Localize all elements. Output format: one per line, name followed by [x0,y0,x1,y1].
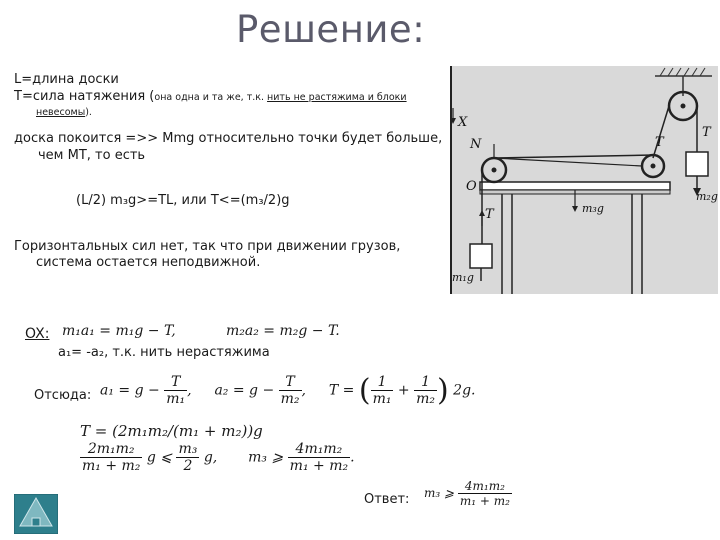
frac-2m1m2-den: m₁ + m₂ [82,458,141,474]
answer-label: Ответ: [364,492,410,507]
board-statement-1: доска покоится =>> Mmg относительно точки будет больше, [14,131,443,146]
label-n: N [470,137,482,152]
a1-frac-num: T [164,374,187,391]
a2-lhs: a₂ = g − [214,382,275,399]
answer-frac-den: m₁ + m₂ [459,494,510,508]
tension-note2: невесомы [36,107,86,118]
a2-fraction [279,374,302,407]
horizontal-forces-2: система остается неподвижной. [36,255,261,270]
hence-formulas: a₁ = g − $\frac{T}{\text{m₁}}$ , a₂ = g − $\frac{T}{\text{m₂}}$ , T = ( $\frac{1}{\text{m₁}}$ + $\frac{1}{\text{m₂}}$ ) 2g. [100,373,476,408]
horizontal-forces-1: Горизонтальных сил нет, так что при движении грузов, [14,239,401,254]
t-lhs: T = [328,382,355,399]
hence-label: Отсюда: [34,388,92,403]
equation-1: m₁a₁ = m₁g − T, [62,323,176,339]
tension-note-line2 [36,107,92,118]
ox-label: OX: [25,326,50,342]
inv-m2-num: 1 [414,374,437,391]
frac-m3-2 [176,441,199,474]
label-m1g: m₁g [452,271,474,284]
m3-ge: m₃ ⩾ [248,449,284,466]
board-statement-2: чем MT, то есть [38,148,146,163]
frac-m3-den: 2 [183,458,193,474]
tension-note2-end: ). [85,107,92,118]
tension-definition-text: T=сила натяжения ( [14,89,155,104]
g-comma: g, [203,449,218,466]
home-icon[interactable] [14,494,58,534]
tension-definition [14,89,407,106]
frac-m3-num: m₃ [178,441,198,457]
a1-lhs: a₁ = g − [100,382,160,399]
tension-result: T = (2m₁m₂/(m₁ + m₂))g [80,422,263,440]
frac-2m1m2 [80,441,142,474]
answer-frac-num: 4m₁m₂ [458,479,512,494]
label-t-below: T [485,207,494,222]
equation-2: m₂a₂ = m₂g − T. [226,323,340,339]
mass-2-block [686,152,708,176]
frac-4m1m2 [288,441,350,474]
a2-frac-den: m₂ [280,391,300,407]
frac-2m1m2-num: 2m₁m₂ [80,441,142,458]
length-definition: L=длина доски [14,72,119,87]
final-dot: . [350,449,355,466]
answer-fraction [458,479,512,508]
a1-fraction [164,374,187,407]
answer-m3-ge: m₃ ⩾ [424,486,455,500]
tension-note-b: нить не растяжима и блоки [267,92,407,103]
inv-m1-fraction [371,374,394,407]
frac-4m1m2-num: 4m₁m₂ [288,441,350,458]
inequality: (L/2) m₃g>=TL, или T<=(m₃/2)g [76,193,290,208]
inv-m2-den: m₂ [416,391,435,407]
a2-frac-num: T [279,374,302,391]
tension-note-a: она одна и та же, т.к. [154,92,268,103]
label-m2g: m₂g [696,190,718,203]
frac-4m1m2-den: m₁ + m₂ [289,458,349,474]
mass-1-block [470,244,492,268]
label-t-right: T [702,125,711,140]
inv-m1-den: m₁ [372,391,392,407]
inv-m2-fraction [414,374,437,407]
acceleration-relation: a₁= -a₂, т.к. нить нерастяжима [58,345,270,360]
board [480,182,670,190]
label-o: O [466,179,477,194]
label-x: X [458,115,468,130]
slide-title: Решение: [236,8,426,51]
final-inequalities [80,441,355,474]
a1-frac-den: m₁ [166,391,186,407]
label-m3g: m₃g [582,202,604,215]
physics-diagram [450,66,718,294]
answer-formula [424,479,512,508]
two-g: 2g. [453,382,476,399]
label-t-left: T [655,135,664,150]
g-le: g ⩽ [146,449,173,466]
plus-sign: + [397,382,410,399]
inv-m1-num: 1 [371,374,394,391]
